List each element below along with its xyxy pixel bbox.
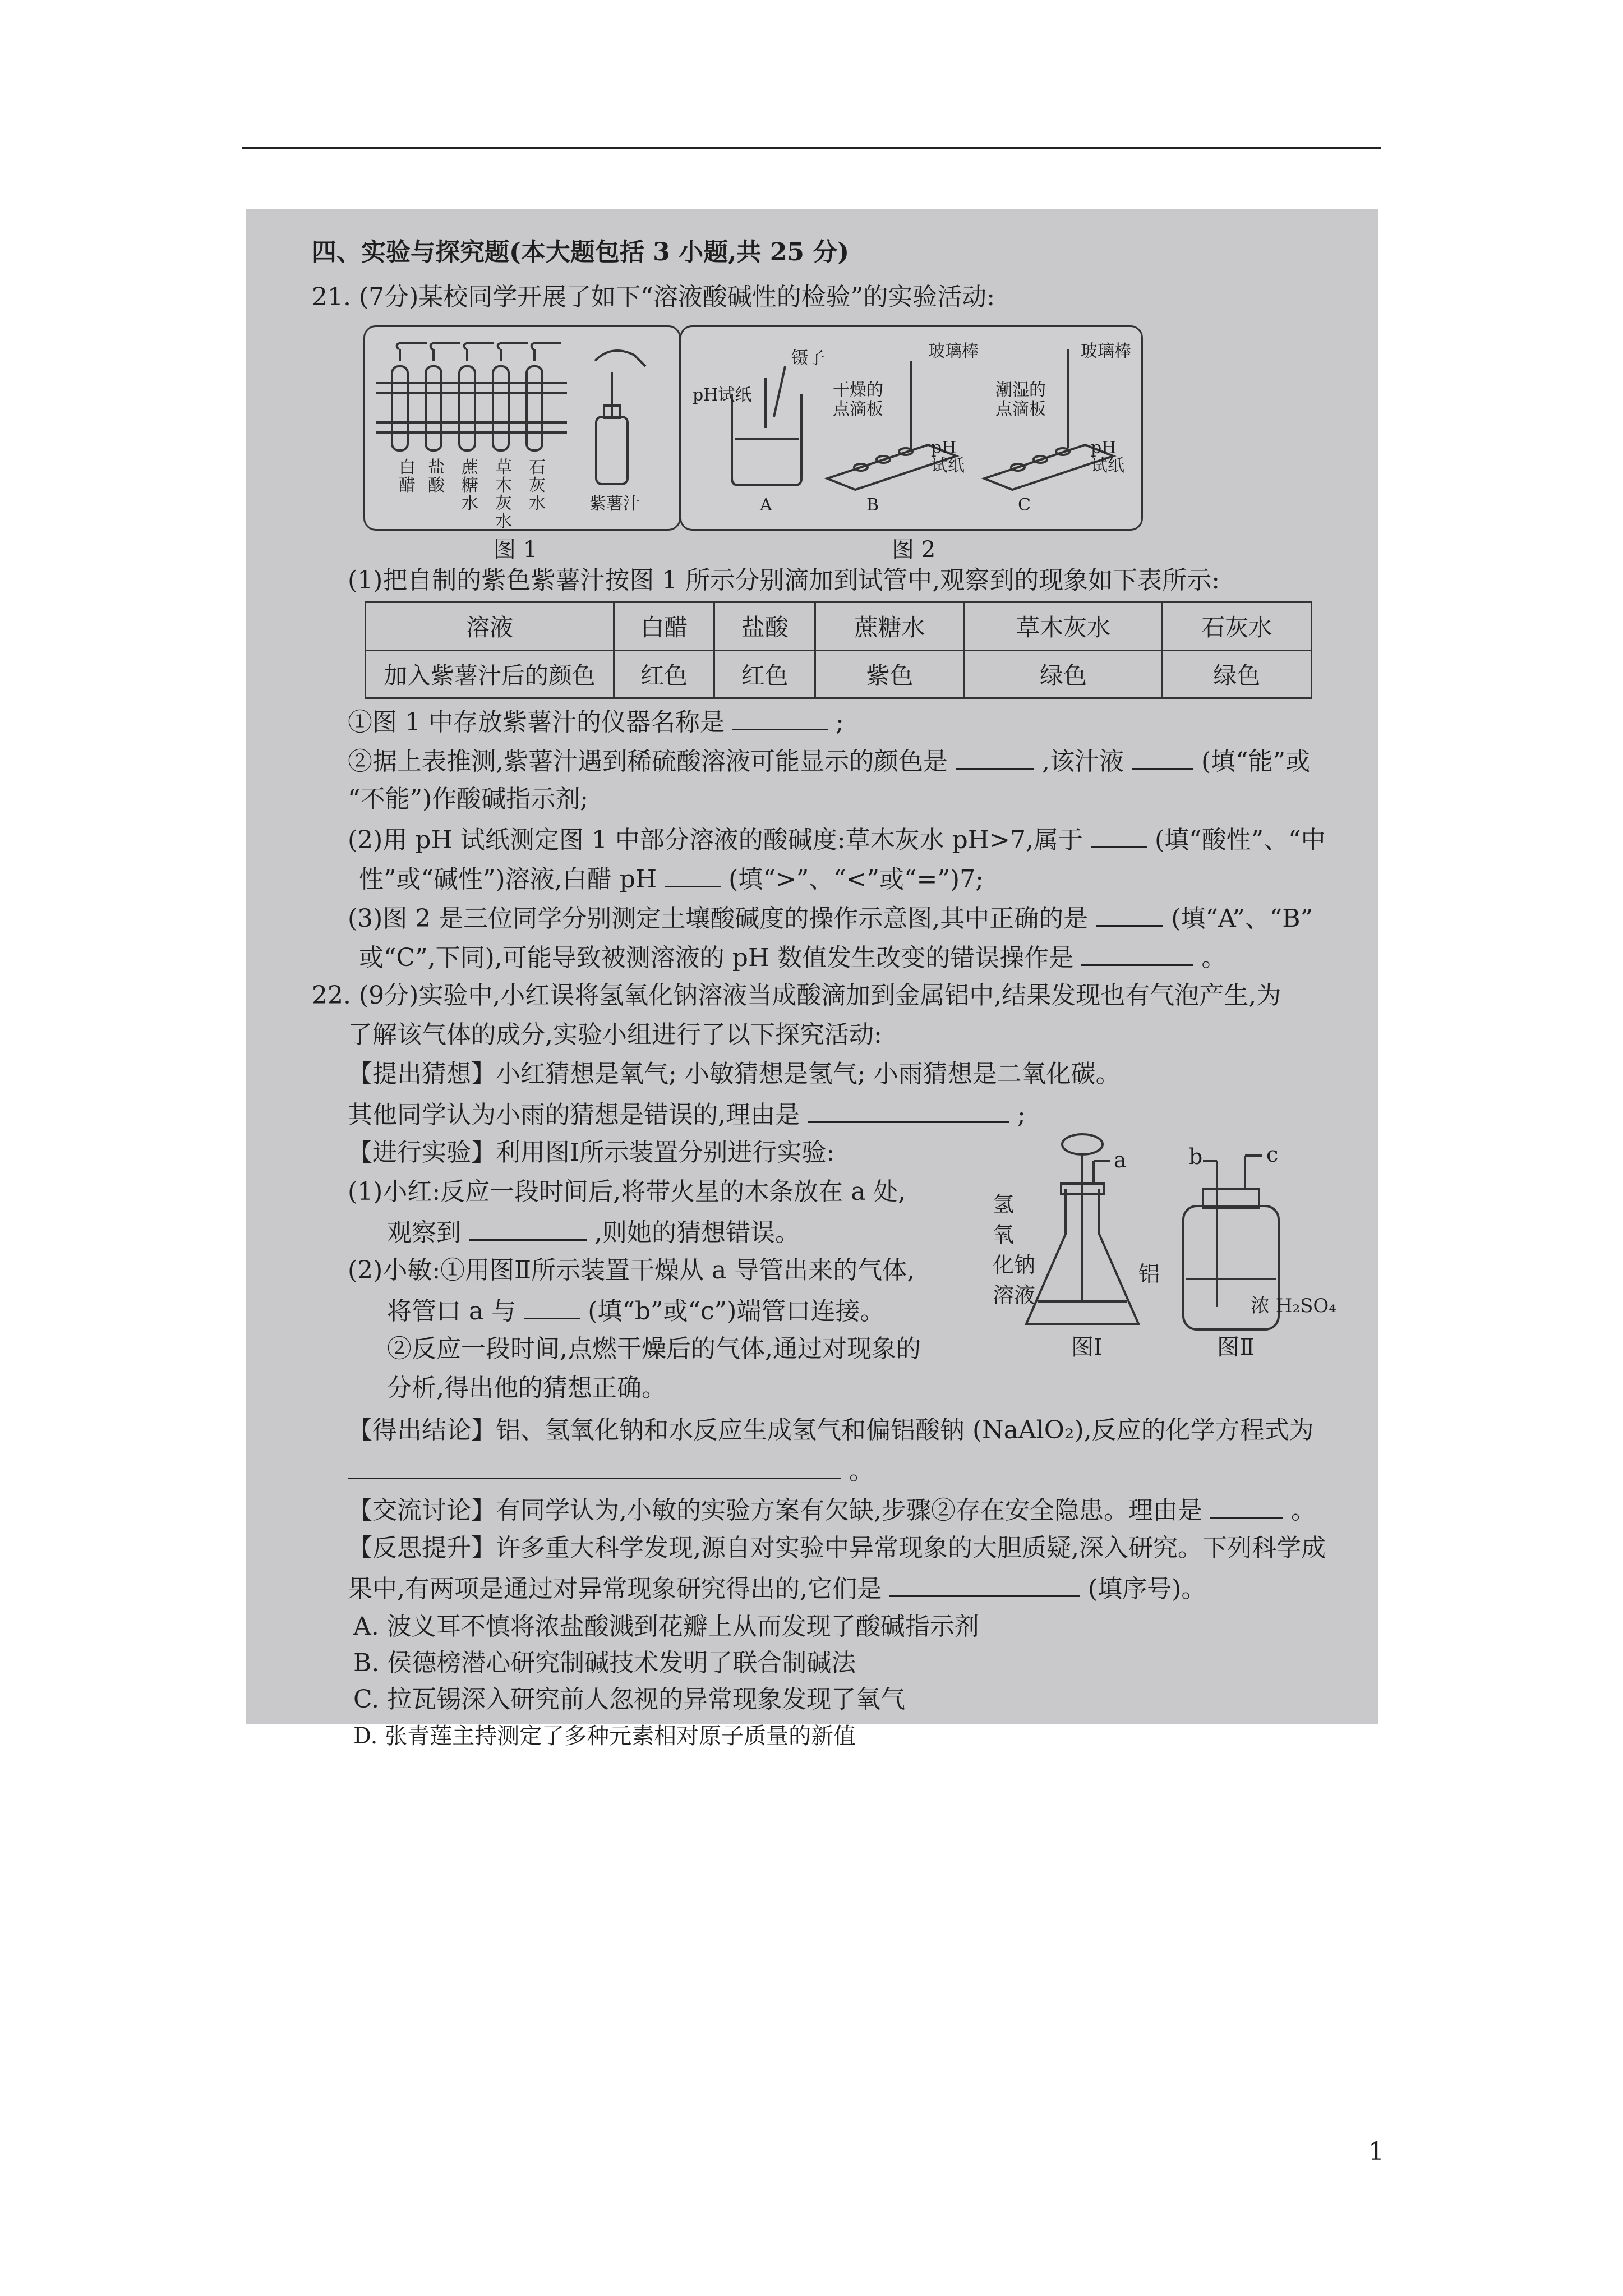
h2so4-label: 浓 H₂SO₄ bbox=[1251, 1295, 1336, 1317]
ph-paper-label: pH试纸 bbox=[1091, 438, 1124, 476]
table-header: 白醋 bbox=[614, 602, 714, 651]
q21-2-text: (2)用 pH 试纸测定图 1 中部分溶液的酸碱度:草木灰水 pH>7,属于 bbox=[348, 826, 1083, 854]
q22-other-text: 其他同学认为小雨的猜想是错误的,理由是 bbox=[348, 1101, 800, 1129]
table-row bbox=[366, 602, 1312, 651]
tube-label: 草木灰水 bbox=[495, 458, 512, 531]
q22-discuss-text: 【交流讨论】有同学认为,小敏的实验方案有欠缺,步骤②存在安全隐患。理由是 bbox=[348, 1496, 1202, 1525]
apparatus-drawing bbox=[998, 1122, 1312, 1369]
port-a-label: a bbox=[1114, 1148, 1127, 1172]
q21-3-text: 。 bbox=[1201, 944, 1227, 972]
answer-blank[interactable] bbox=[1210, 1492, 1283, 1519]
answer-blank[interactable] bbox=[732, 704, 828, 730]
q22-guess: 【提出猜想】小红猜想是氧气; 小敏猜想是氢气; 小雨猜想是二氧化碳。 bbox=[348, 1060, 1121, 1088]
q21-3 bbox=[348, 900, 1313, 936]
wet-plate-label: 潮湿的点滴板 bbox=[995, 380, 1046, 419]
q21-1a-text: ①图 1 中存放紫薯汁的仪器名称是 bbox=[348, 708, 725, 737]
q21-part1: (1)把自制的紫色紫薯汁按图 1 所示分别滴加到试管中,观察到的现象如下表所示: bbox=[348, 566, 1220, 595]
q22-intro-cont: 了解该气体的成分,实验小组进行了以下探究活动: bbox=[348, 1020, 882, 1049]
figure-II-caption: 图Ⅱ bbox=[1217, 1335, 1255, 1360]
table-cell: 绿色 bbox=[965, 650, 1163, 698]
q22-e1-text: 观察到 bbox=[387, 1218, 461, 1247]
q21-3-text: (填“A”、“B” bbox=[1171, 904, 1313, 933]
tube-label: 蔗糖水 bbox=[462, 458, 478, 513]
header-rule bbox=[242, 147, 1381, 149]
answer-blank[interactable] bbox=[889, 1571, 1080, 1597]
q22-conclusion-end: 。 bbox=[849, 1457, 874, 1485]
answer-blank[interactable] bbox=[956, 743, 1034, 770]
q22-other-end: ; bbox=[1017, 1101, 1026, 1129]
bottle-label: 紫薯汁 bbox=[589, 494, 640, 514]
al-label: 铝 bbox=[1138, 1262, 1160, 1286]
figure-2-drawing bbox=[681, 327, 1141, 529]
q21-3-text: (3)图 2 是三位同学分别测定土壤酸碱度的操作示意图,其中正确的是 bbox=[348, 904, 1089, 933]
tube-label: 白醋 bbox=[399, 458, 416, 495]
tweezers-label: 镊子 bbox=[791, 348, 825, 368]
q21-2-text: 性”或“碱性”)溶液,白醋 pH bbox=[359, 865, 657, 894]
figure-2-caption: 图 2 bbox=[892, 537, 936, 563]
answer-blank[interactable] bbox=[1081, 940, 1193, 966]
naoh-label-line: 化钠 bbox=[993, 1253, 1036, 1277]
figure-1 bbox=[363, 325, 681, 531]
answer-blank[interactable] bbox=[808, 1097, 1009, 1123]
q21-1b bbox=[348, 743, 1310, 779]
ph-paper-label: pH试纸 bbox=[693, 385, 752, 405]
answer-blank[interactable] bbox=[348, 1453, 841, 1479]
table-cell: 紫色 bbox=[815, 650, 964, 698]
apparatus-figure bbox=[993, 1122, 1336, 1369]
answer-blank[interactable] bbox=[524, 1293, 580, 1319]
q21-2-cont bbox=[359, 861, 984, 896]
q22-discuss-end: 。 bbox=[1290, 1496, 1316, 1525]
glass-rod-label: 玻璃棒 bbox=[928, 342, 979, 361]
section-title: 四、实验与探究题(本大题包括 3 小题,共 25 分) bbox=[312, 238, 850, 266]
table-cell: 红色 bbox=[614, 650, 714, 698]
q22-reflect-end: (填序号)。 bbox=[1087, 1575, 1206, 1603]
answer-blank[interactable] bbox=[665, 861, 721, 887]
q21-3-cont bbox=[359, 940, 1226, 975]
q22-discuss bbox=[348, 1492, 1316, 1527]
q22-exp: 【进行实验】利用图Ⅰ所示装置分别进行实验: bbox=[348, 1138, 835, 1167]
q21-intro: 21. (7分)某校同学开展了如下“溶液酸碱性的检验”的实验活动: bbox=[312, 283, 995, 311]
naoh-label bbox=[993, 1189, 1035, 1310]
q22-conclusion-blank bbox=[348, 1453, 874, 1488]
port-c-label: c bbox=[1266, 1142, 1279, 1167]
option-a-label: A bbox=[760, 495, 772, 515]
q22-e1-cont bbox=[387, 1214, 800, 1250]
q21-1a bbox=[348, 704, 844, 739]
q21-2-text: (填“酸性”、“中 bbox=[1155, 826, 1326, 854]
figure-1-caption: 图 1 bbox=[494, 537, 538, 563]
ph-paper-label: pH试纸 bbox=[931, 438, 965, 476]
tube-label: 石灰水 bbox=[529, 458, 546, 513]
answer-blank[interactable] bbox=[469, 1214, 587, 1241]
figure-2 bbox=[680, 325, 1143, 531]
table-header: 石灰水 bbox=[1162, 602, 1311, 651]
naoh-label-line: 溶液 bbox=[993, 1283, 1036, 1308]
q22-intro: 22. (9分)实验中,小红误将氢氧化钠溶液当成酸滴加到金属铝中,结果发现也有气泡产生,为 bbox=[312, 981, 1281, 1010]
table-header: 草木灰水 bbox=[965, 602, 1163, 651]
option-b-label: B bbox=[866, 495, 879, 515]
q21-1b-text: ②据上表推测,紫薯汁遇到稀硫酸溶液可能显示的颜色是 bbox=[348, 747, 948, 776]
q22-e1-text: ,则她的猜想错误。 bbox=[594, 1218, 800, 1247]
dry-plate-label: 干燥的点滴板 bbox=[833, 380, 883, 419]
table-cell: 绿色 bbox=[1162, 650, 1311, 698]
q21-1b-cont: “不能”)作酸碱指示剂; bbox=[348, 785, 588, 813]
option-c-label: C bbox=[1018, 495, 1031, 515]
table-row bbox=[366, 650, 1312, 698]
naoh-label-line: 氧 bbox=[993, 1222, 1015, 1247]
table-header: 盐酸 bbox=[714, 602, 815, 651]
q22-e2-step2-cont: 分析,得出他的猜想正确。 bbox=[387, 1374, 666, 1402]
answer-blank[interactable] bbox=[1132, 743, 1193, 770]
q22-e2-cont bbox=[387, 1293, 884, 1328]
table-cell: 红色 bbox=[714, 650, 815, 698]
answer-blank[interactable] bbox=[1091, 822, 1147, 848]
result-table bbox=[365, 601, 1312, 699]
table-header: 溶液 bbox=[366, 602, 614, 651]
table-header: 蔗糖水 bbox=[815, 602, 964, 651]
q21-1b-text: (填“能”或 bbox=[1201, 747, 1311, 776]
page-number: 1 bbox=[1368, 2137, 1384, 2166]
q22-reflect-cont bbox=[348, 1571, 1206, 1606]
figure-I-caption: 图Ⅰ bbox=[1071, 1335, 1103, 1360]
glass-rod-label: 玻璃棒 bbox=[1081, 342, 1131, 361]
table-cell: 加入紫薯汁后的颜色 bbox=[366, 650, 614, 698]
q22-reflect: 【反思提升】许多重大科学发现,源自对实验中异常现象的大胆质疑,深入研究。下列科学成 bbox=[348, 1534, 1326, 1562]
q22-other bbox=[348, 1097, 1026, 1132]
q21-2 bbox=[348, 822, 1326, 857]
q22-e1: (1)小红:反应一段时间后,将带火星的木条放在 a 处, bbox=[348, 1177, 906, 1206]
q21-2-text: (填“>”、“<”或“=”)7; bbox=[728, 865, 984, 894]
q21-1b-text: ,该汁液 bbox=[1041, 747, 1124, 776]
q22-conclusion: 【得出结论】铝、氢氧化钠和水反应生成氢气和偏铝酸钠 (NaAlO₂),反应的化学方程式为 bbox=[348, 1416, 1314, 1444]
option-a: A. 波义耳不慎将浓盐酸溅到花瓣上从而发现了酸碱指示剂 bbox=[353, 1612, 979, 1641]
q22-reflect-text: 果中,有两项是通过对异常现象研究得出的,它们是 bbox=[348, 1575, 882, 1603]
option-c: C. 拉瓦锡深入研究前人忽视的异常现象发现了氧气 bbox=[353, 1685, 906, 1714]
tube-label: 盐酸 bbox=[428, 458, 445, 495]
q22-e2: (2)小敏:①用图Ⅱ所示装置干燥从 a 导管出来的气体, bbox=[348, 1256, 915, 1285]
q21-1a-end: ; bbox=[835, 708, 844, 737]
option-d: D. 张青莲主持测定了多种元素相对原子质量的新值 bbox=[353, 1723, 856, 1749]
q22-e2-text: (填“b”或“c”)端管口连接。 bbox=[588, 1297, 885, 1326]
answer-blank[interactable] bbox=[1096, 900, 1163, 927]
q21-3-text: 或“C”,下同),可能导致被测溶液的 pH 数值发生改变的错误操作是 bbox=[359, 944, 1074, 972]
q22-e2-text: 将管口 a 与 bbox=[387, 1297, 517, 1326]
q22-e2-step2: ②反应一段时间,点燃干燥后的气体,通过对现象的 bbox=[387, 1335, 921, 1363]
naoh-label-line: 氢 bbox=[993, 1192, 1015, 1217]
port-b-label: b bbox=[1189, 1144, 1203, 1169]
option-b: B. 侯德榜潜心研究制碱技术发明了联合制碱法 bbox=[353, 1649, 856, 1677]
